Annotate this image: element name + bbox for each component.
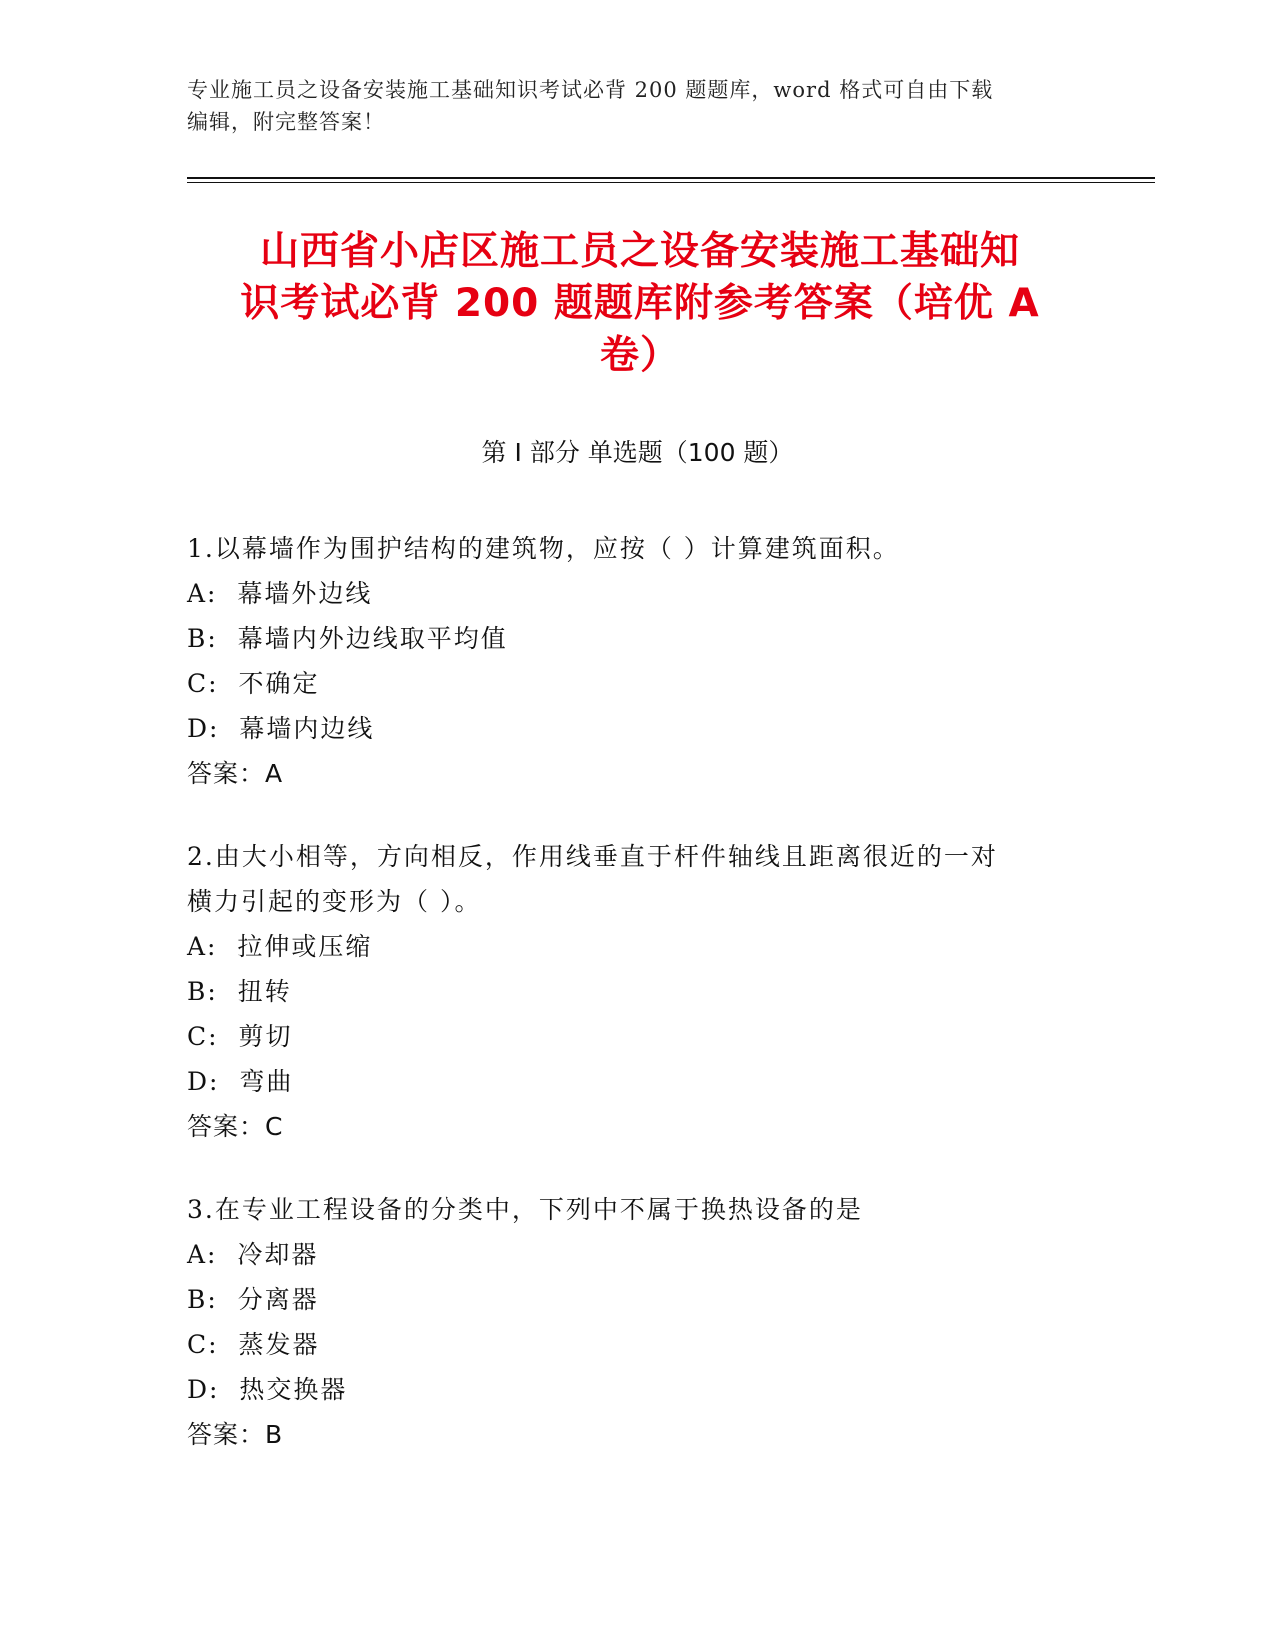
option-b: B: 分离器 — [187, 1285, 319, 1314]
header-note-line-1: 专业施工员之设备安装施工基础知识考试必背 200 题题库，word 格式可自由下载 — [187, 78, 994, 102]
header-divider-thin — [187, 182, 1155, 183]
question-stem: 2.由大小相等，方向相反，作用线垂直于杆件轴线且距离很近的一对 — [187, 842, 998, 871]
option-c: C: 剪切 — [187, 1022, 293, 1051]
answer: 答案：A — [187, 759, 284, 788]
answer: 答案：C — [187, 1112, 284, 1141]
question-stem-continued: 横力引起的变形为（ ）。 — [187, 887, 482, 916]
header-note-line-2: 编辑，附完整答案！ — [187, 110, 385, 134]
question-3 — [187, 1187, 1067, 1457]
header-divider-thick — [187, 177, 1155, 179]
option-a: A: 冷却器 — [187, 1240, 319, 1269]
option-c: C: 蒸发器 — [187, 1330, 320, 1359]
question-stem: 1.以幕墙作为围护结构的建筑物，应按（ ）计算建筑面积。 — [187, 534, 900, 563]
answer: 答案：B — [187, 1420, 284, 1449]
document-title-line-1: 山西省小店区施工员之设备安装施工基础知 — [259, 229, 1020, 274]
option-d: D: 弯曲 — [187, 1067, 294, 1096]
question-1 — [187, 526, 1067, 796]
option-d: D: 热交换器 — [187, 1375, 348, 1404]
option-c: C: 不确定 — [187, 669, 320, 698]
section-title: 第 I 部分 单选题（100 题） — [481, 438, 794, 467]
document-title-line-3: 卷） — [599, 333, 680, 378]
option-d: D: 幕墙内边线 — [187, 714, 375, 743]
option-b: B: 扭转 — [187, 977, 292, 1006]
option-b: B: 幕墙内外边线取平均值 — [187, 624, 508, 653]
option-a: A: 幕墙外边线 — [187, 579, 373, 608]
option-a: A: 拉伸或压缩 — [187, 932, 373, 961]
question-stem: 3.在专业工程设备的分类中，下列中不属于换热设备的是 — [187, 1195, 863, 1224]
document-title — [190, 226, 1090, 382]
header-note — [187, 74, 1067, 138]
question-2 — [187, 834, 1067, 1149]
question-list — [187, 526, 1067, 1495]
document-title-line-2: 识考试必背 200 题题库附参考答案（培优 A — [240, 281, 1040, 326]
